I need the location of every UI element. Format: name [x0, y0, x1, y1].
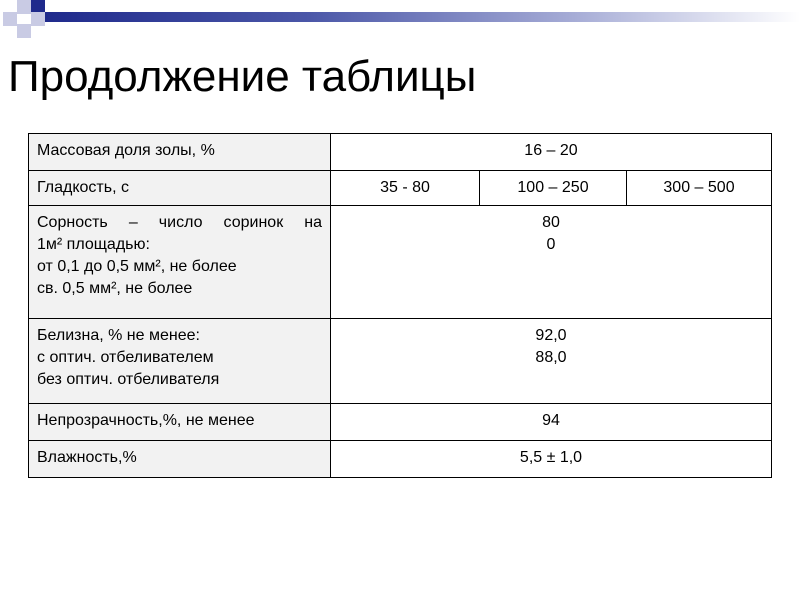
label-line: Сорность – число соринок на [37, 214, 322, 231]
label-line: с оптич. отбеливателем [37, 349, 214, 366]
table-row [29, 404, 772, 441]
value-line: 88,0 [535, 349, 567, 366]
row-value-smoothness-2: 100 – 250 [480, 171, 627, 206]
header-decoration [0, 0, 800, 42]
table-row [29, 206, 772, 319]
label-line: 1м² площадью: [37, 236, 150, 253]
table-row [29, 319, 772, 404]
row-label-ash: Массовая доля золы, % [29, 134, 331, 171]
value-line: 92,0 [535, 327, 567, 344]
row-label-dirt [29, 206, 331, 319]
label-line: св. 0,5 мм², не более [37, 280, 193, 297]
row-label-humidity: Влажность,% [29, 441, 331, 478]
row-value-dirt [331, 206, 772, 319]
value-line: 0 [546, 236, 556, 253]
table-row [29, 171, 772, 206]
row-value-ash: 16 – 20 [331, 134, 772, 171]
row-value-opacity: 94 [331, 404, 772, 441]
value-line: 80 [542, 214, 560, 231]
table-row [29, 134, 772, 171]
row-value-smoothness-3: 300 – 500 [627, 171, 772, 206]
label-line: Белизна, % не менее: [37, 327, 200, 344]
row-value-smoothness-1: 35 - 80 [331, 171, 480, 206]
decor-gradient-bar [45, 12, 800, 22]
decor-square [31, 12, 45, 26]
row-value-humidity: 5,5 ± 1,0 [331, 441, 772, 478]
spec-table [28, 133, 772, 478]
row-label-whiteness [29, 319, 331, 404]
row-label-smoothness: Гладкость, с [29, 171, 331, 206]
decor-square [17, 24, 31, 38]
page-title: Продолжение таблицы [8, 52, 477, 101]
decor-square [3, 12, 17, 26]
row-label-opacity: Непрозрачность,%, не менее [29, 404, 331, 441]
label-line: без оптич. отбеливателя [37, 371, 220, 388]
row-value-whiteness [331, 319, 772, 404]
decor-square [17, 0, 31, 14]
table-row [29, 441, 772, 478]
label-line: от 0,1 до 0,5 мм², не более [37, 258, 237, 275]
